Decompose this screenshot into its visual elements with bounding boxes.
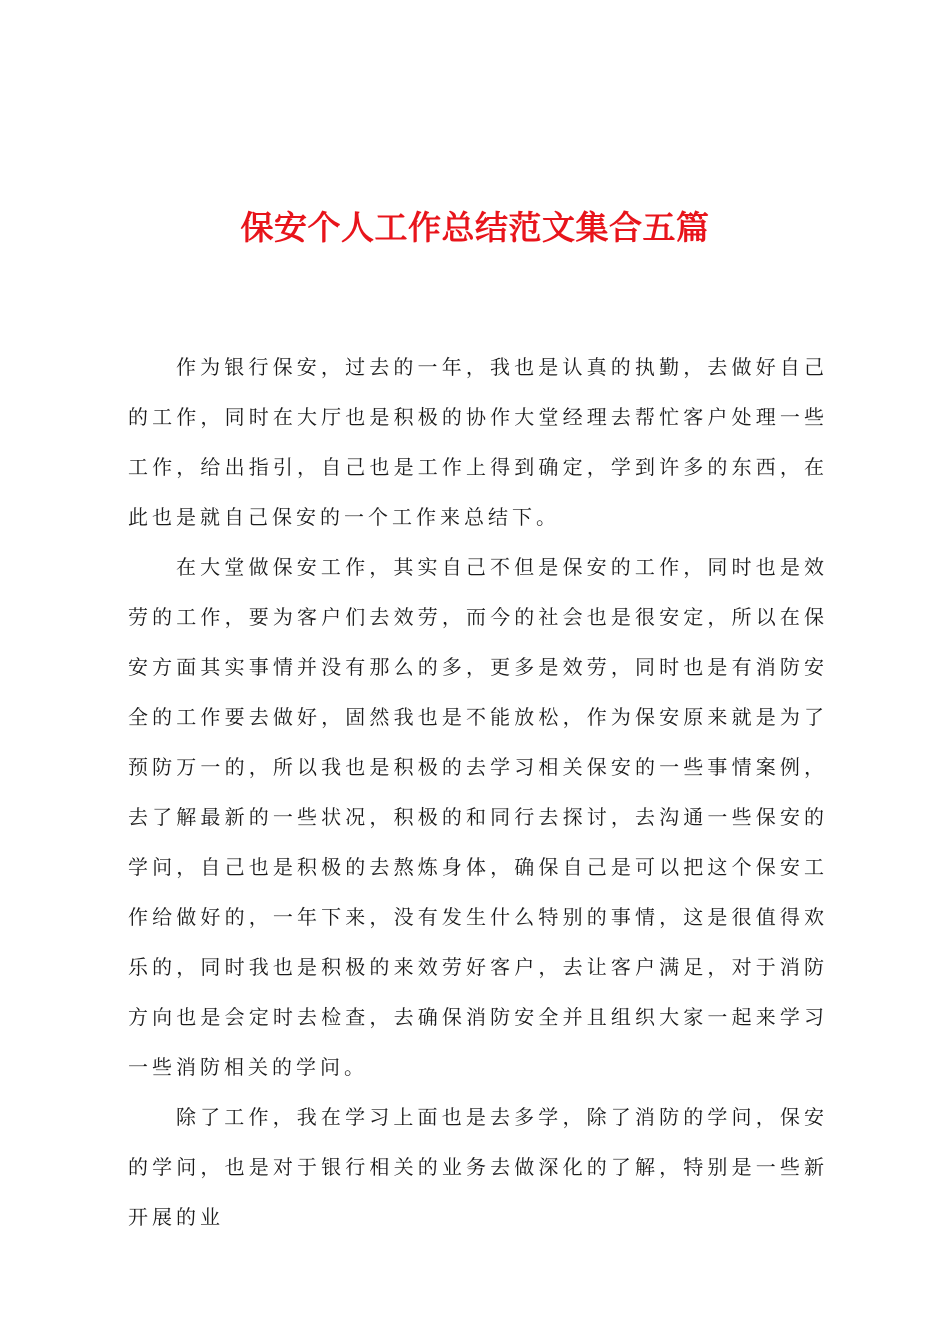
document-title: 保安个人工作总结范文集合五篇 xyxy=(240,208,710,247)
document-body xyxy=(128,342,828,1242)
paragraph-2: 在大堂做保安工作，其实自己不但是保安的工作，同时也是效劳的工作，要为客户们去效劳，而今的社会也是很安定，所以在保安方面其实事情并没有那么的多，更多是效劳，同时也是有消防安全的工作要去做好，固然我也是不能放松，作为保安原来就是为了预防万一的，所以我也是积极的去学习相关保安的一些事情案例，去了解最新的一些状况，积极的和同行去探讨，去沟通一些保安的学问，自己也是积极的去熬炼身体，确保自己是可以把这个保安工作给做好的，一年下来，没有发生什么特别的事情，这是很值得欢乐的，同时我也是积极的来效劳好客户，去让客户满足，对于消防方向也是会定时去检查，去确保消防安全并且组织大家一起来学习一些消防相关的学问。 xyxy=(128,555,828,1079)
paragraph-1: 作为银行保安，过去的一年，我也是认真的执勤，去做好自己的工作，同时在大厅也是积极的协作大堂经理去帮忙客户处理一些工作，给出指引，自己也是工作上得到确定，学到许多的东西，在此也是就自己保安的一个工作来总结下。 xyxy=(128,355,828,529)
paragraph-3: 除了工作，我在学习上面也是去多学，除了消防的学问，保安的学问，也是对于银行相关的业务去做深化的了解，特别是一些新开展的业 xyxy=(128,1105,828,1229)
